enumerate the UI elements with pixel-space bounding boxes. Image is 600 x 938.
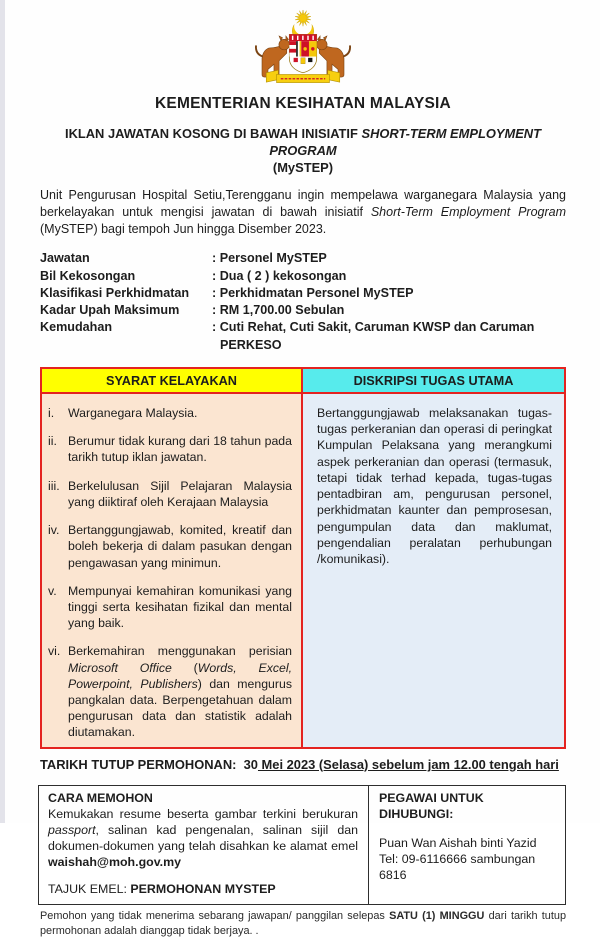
intro-text-1: Unit Pengurusan Hospital Setiu,Terengganu ingin mempelawa warganegara Malaysia yang berkelayakan untuk mengisi jawatan di bawah inisiatif	[40, 188, 566, 220]
advertisement-title	[40, 125, 566, 176]
contact-officer-details	[379, 835, 557, 883]
application-email-address: waishah@moh.gov.my	[48, 855, 182, 870]
email-subject-line	[48, 881, 358, 897]
deadline-label: TARIKH TUTUP PERMOHONAN: 30	[40, 756, 258, 772]
list-item-text: Warganegara Malaysia.	[68, 405, 198, 420]
item-text: ) dan mengurus pangkalan data. Berpengetahuan dalam pengurusan data dan statistik adalah diutamakan.	[68, 676, 292, 740]
tiger-left	[256, 36, 290, 77]
officer-telephone: Tel: 09-6116666 sambungan	[379, 851, 536, 866]
ministry-title: KEMENTERIAN KESIHATAN MALAYSIA	[155, 95, 451, 112]
requirements-table	[40, 367, 566, 749]
item-text: Berkemahiran menggunakan perisian	[68, 644, 292, 659]
contact-officer-title: PEGAWAI UNTUK DIHUBUNGI:	[379, 790, 484, 821]
email-subject-label: TAJUK EMEL:	[48, 882, 131, 897]
photo-scan-edge	[0, 0, 5, 823]
detail-value-line1: : Cuti Rehat, Cuti Sakit, Caruman KWSP dan Caruman	[212, 320, 535, 335]
body-text: , salinan kad pengenalan, salinan sijil dan dokumen-dokumen yang telah disahkan ke alamat emel	[48, 822, 358, 853]
detail-row-kadar-upah	[40, 302, 566, 319]
footnote-text: Pemohon yang tidak menerima sebarang jawapan/ panggilan selepas	[40, 910, 390, 923]
syarat-kelayakan-cell	[42, 394, 303, 747]
list-item	[48, 405, 292, 421]
tiger-right	[316, 36, 350, 77]
disclaimer-footnote	[40, 909, 566, 938]
table-header-syarat: SYARAT KELAYAKAN	[42, 369, 303, 394]
email-subject-value: PERMOHONAN MYSTEP	[130, 882, 276, 897]
detail-value: : Dua ( 2 ) kekosongan	[212, 268, 347, 283]
list-item	[48, 643, 292, 740]
intro-text-2: (MySTEP) bagi tempoh Jun hingga Disember 2023.	[40, 222, 327, 237]
list-item-text: Bertanggungjawab, komited, kreatif dan boleh bekerja di dalam pasukan dengan pengawasan yang minimun.	[68, 523, 292, 570]
detail-value	[212, 319, 566, 354]
item-text-italic: Words, Excel, Powerpoint, Publishers	[68, 660, 292, 691]
detail-row-jawatan	[40, 250, 566, 267]
cara-memohon-body	[48, 806, 358, 871]
intro-program-name: Short-Term Employment Program	[370, 205, 567, 220]
detail-label: Jawatan	[40, 251, 90, 266]
job-details-list	[40, 250, 566, 354]
detail-row-klasifikasi	[40, 285, 566, 302]
job-description-paragraph: Bertanggungjawab melaksanakan tugas-tugas perkeranian dan operasi di peringkat Kumpulan Pelaksana yang merangkumi aspek perkeranian dan operasi (termasuk, tetapi tidak terhad kepada, tugas-tugas pentadbiran am, pengurusan personel, perkhidmatan kaunter dan pemprosesan, pengumpulan data dan maklumat, pengendalian peralatan perhubungan /komunikasi).	[317, 405, 552, 566]
advertisement-title-line2: (MySTEP)	[272, 160, 334, 176]
item-text: (	[171, 660, 198, 675]
detail-label: Kadar Upah Maksimum	[40, 303, 180, 318]
detail-label: Kemudahan	[40, 320, 113, 335]
list-item	[48, 433, 292, 465]
cara-memohon-cell	[39, 786, 369, 905]
diskripsi-tugas-cell	[303, 394, 564, 747]
list-item-text: Berumur tidak kurang dari 18 tahun pada tarikh tutup iklan jawatan.	[68, 434, 292, 465]
ad-title-text: IKLAN JAWATAN KOSONG DI BAWAH INISIATIF	[64, 126, 362, 141]
list-item-numeral: vi.	[48, 644, 61, 659]
malaysia-coat-of-arms-icon	[251, 7, 355, 89]
application-contact-box	[38, 785, 566, 906]
application-deadline	[40, 757, 566, 772]
footnote-text: dari tarikh tutup permohonan adalah dianggap tidak berjaya. .	[40, 910, 567, 937]
officer-name: Puan Wan Aishah binti Yazid	[379, 835, 537, 850]
detail-value: : RM 1,700.00 Sebulan	[212, 303, 345, 318]
body-text: Kemukakan resume beserta gambar terkini berukuran	[48, 806, 358, 821]
footnote-bold-text: SATU (1) MINGGU	[389, 910, 485, 923]
list-item	[48, 478, 292, 510]
list-item	[48, 522, 292, 571]
list-item-numeral: v.	[48, 583, 57, 598]
list-item-text	[68, 643, 292, 740]
list-item-text: Berkelulusan Sijil Pelajaran Malaysia yang diiktiraf oleh Kerajaan Malaysia	[68, 478, 292, 509]
list-item	[48, 583, 292, 632]
detail-row-bil-kekosongan	[40, 268, 566, 285]
detail-value-line2: PERKESO	[220, 337, 282, 352]
shield-icon	[289, 34, 316, 72]
list-item-numeral: iv.	[48, 523, 60, 538]
list-item-numeral: i.	[48, 405, 55, 420]
cara-memohon-title: CARA MEMOHON	[48, 790, 153, 805]
list-item-numeral: ii.	[48, 434, 57, 449]
intro-paragraph	[40, 187, 566, 238]
officer-extension: 6816	[379, 868, 407, 883]
advertisement-title-line1	[40, 125, 566, 159]
pegawai-dihubungi-cell	[369, 786, 565, 905]
item-text-italic: Microsoft Office	[68, 660, 172, 675]
table-header-diskripsi: DISKRIPSI TUGAS UTAMA	[303, 369, 564, 394]
ad-title-program-name: SHORT-TERM EMPLOYMENT PROGRAM	[269, 126, 541, 159]
deadline-date: Mei 2023 (Selasa) sebelum jam 12.00 tengah hari	[257, 756, 559, 772]
detail-value: : Perkhidmatan Personel MySTEP	[212, 285, 414, 300]
detail-row-kemudahan	[40, 319, 566, 354]
list-item-numeral: iii.	[48, 478, 60, 493]
detail-value: : Personel MySTEP	[212, 251, 327, 266]
detail-label: Klasifikasi Perkhidmatan	[40, 285, 190, 300]
list-item-text: Mempunyai kemahiran komunikasi yang tinggi serta kesihatan fizikal dan mental yang baik.	[68, 583, 292, 631]
detail-label: Bil Kekosongan	[40, 268, 136, 283]
body-text-italic: passport	[48, 822, 96, 837]
